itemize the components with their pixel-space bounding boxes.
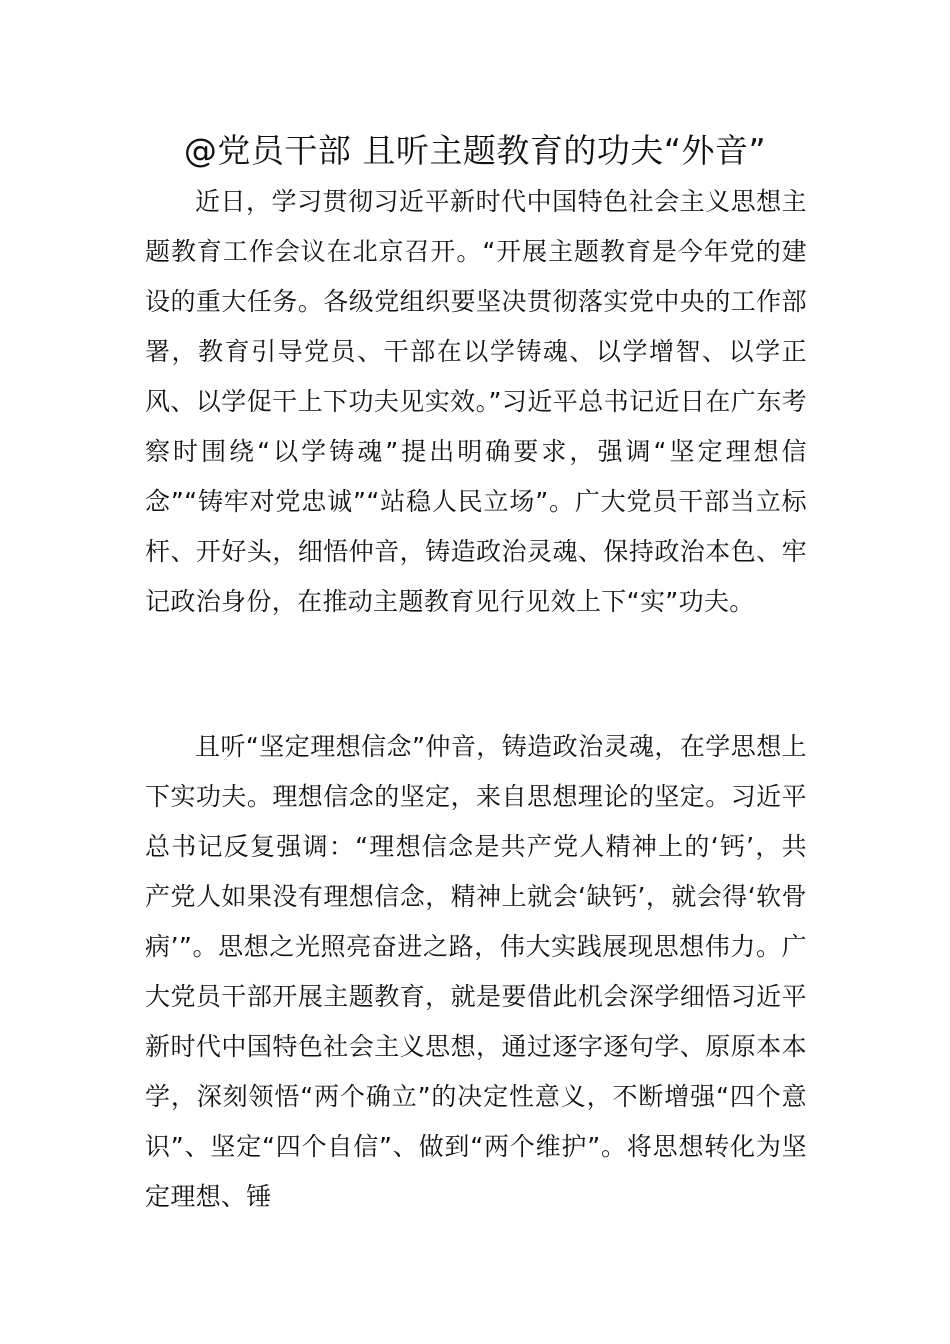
paragraph-2: 且听“坚定理想信念”仲音，铸造政治灵魂，在学思想上下实功夫。理想信念的坚定，来自思想理论的坚定。习近平总书记反复强调：“理想信念是共产党人精神上的‘钙’，共产党人如果没有理想信念，精神上就会‘缺钙’，就会得‘软骨病’”。思想之光照亮奋进之路，伟大实践展现思想伟力。广大党员干部开展主题教育，就是要借此机会深学细悟习近平新时代中国特色社会主义思想，通过逐字逐句学、原原本本学，深刻领悟“两个确立”的决定性意义，不断增强“四个意识”、坚定“四个自信”、做到“两个维护”。将思想转化为坚定理想、锤: [145, 732, 807, 1211]
document-title: @党员干部 且听主题教育的功夫“外音”: [183, 131, 767, 170]
paragraph-1: 近日，学习贯彻习近平新时代中国特色社会主义思想主题教育工作会议在北京召开。“开展主题教育是今年党的建设的重大任务。各级党组织要坚决贯彻落实党中央的工作部署，教育引导党员、干部在以学铸魂、以学增智、以学正风、以学促干上下功夫见实效。”习近平总书记近日在广东考察时围绕“以学铸魂”提出明确要求，强调“坚定理想信念”“铸牢对党忠诚”“站稳人民立场”。广大党员干部当立标杆、开好头，细悟仲音，铸造政治灵魂、保持政治本色、牢记政治身份，在推动主题教育见行见效上下“实”功夫。: [145, 187, 807, 616]
